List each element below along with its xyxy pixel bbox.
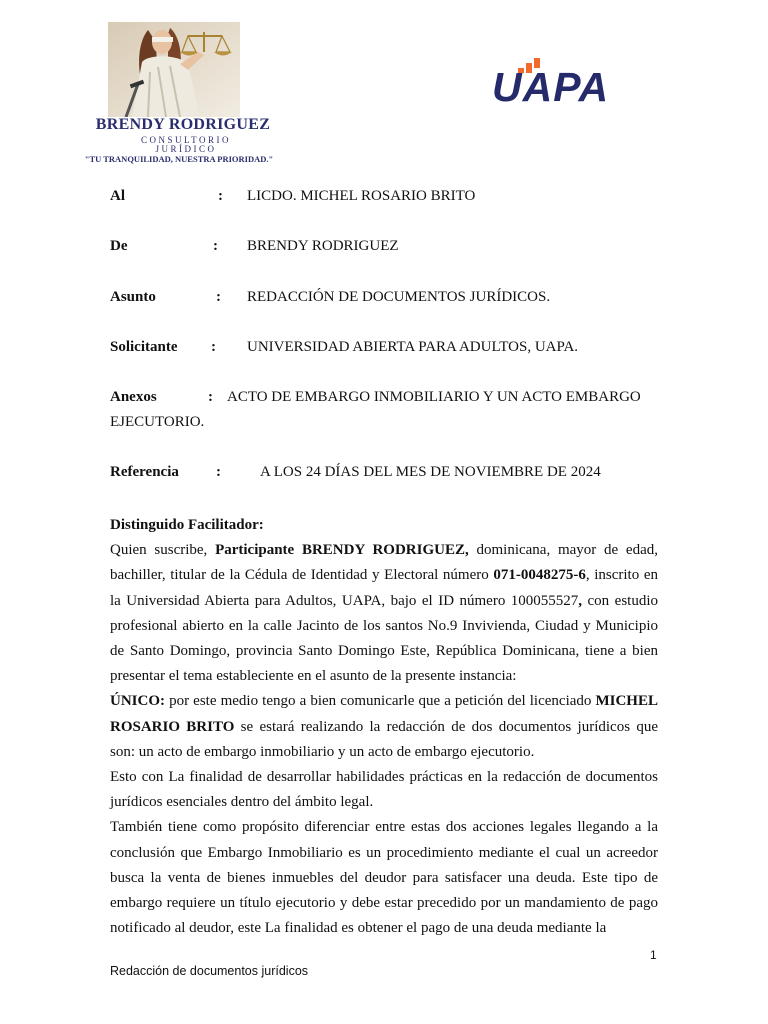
- letter-body: [110, 513, 658, 941]
- paragraph-intro: Quien suscribe, Participante BRENDY RODRIGUEZ, dominicana, mayor de edad, bachiller, titular de la Cédula de Identidad y Electoral número 071-0048275-6, inscrito en la Universidad Abierta para Adultos, UAPA, bajo el ID número 100055527, con estudio profesional abierto en la calle Jacinto de los santos No.9 Invivienda, Ciudad y Municipio de Santo Domingo, provincia Santo Domingo Este, República Dominicana, tiene a bien presentar el tema estableciente en el asunto de la presente instancia:: [110, 542, 658, 685]
- memo-annexes-label: Anexos: [110, 389, 157, 405]
- uapa-logo: [492, 58, 666, 110]
- lady-justice-image: [108, 22, 240, 117]
- memo-to-colon: :: [218, 188, 223, 204]
- footer-text: Redacción de documentos jurídicos: [110, 964, 309, 978]
- paragraph-unico: ÚNICO: por este medio tengo a bien comunicarle que a petición del licenciado MICHEL ROSARIO BRITO se estará realizando la redacción de dos documentos jurídicos que son: un acto de embargo inmobiliario y un acto de embargo ejecutorio.: [110, 693, 658, 760]
- memo-annexes-colon: :: [208, 389, 213, 405]
- memo-from-colon: :: [213, 238, 218, 254]
- memo-subject-value: REDACCIÓN DE DOCUMENTOS JURÍDICOS.: [247, 289, 551, 305]
- firm-logo: [64, 22, 294, 167]
- page-number: 1: [650, 948, 657, 962]
- memo-requester-colon: :: [211, 339, 216, 355]
- firm-name: BRENDY RODRIGUEZ: [95, 116, 271, 133]
- uapa-logo-text: UAPA: [492, 64, 610, 110]
- memo-requester-label: Solicitante: [110, 339, 178, 355]
- firm-motto: "TU TRANQUILIDAD, NUESTRA PRIORIDAD.": [84, 154, 274, 164]
- paragraph-purpose: Esto con La finalidad de desarrollar habilidades prácticas en la redacción de documentos jurídicos esenciales dentro del ámbito legal.: [110, 769, 658, 811]
- memo-requester-value: UNIVERSIDAD ABIERTA PARA ADULTOS, UAPA.: [247, 339, 579, 355]
- memo-from-value: BRENDY RODRIGUEZ: [247, 238, 399, 254]
- id-number: 071-0048275-6: [493, 567, 586, 584]
- memo-to-label: Al: [110, 188, 125, 204]
- memo-reference-colon: :: [216, 464, 221, 480]
- memo-reference-label: Referencia: [110, 464, 179, 480]
- memo-subject-label: Asunto: [110, 289, 156, 305]
- memo-annexes-value-cont: EJECUTORIO.: [110, 414, 205, 430]
- memo-reference-value: A LOS 24 DÍAS DEL MES DE NOVIEMBRE DE 2024: [260, 464, 601, 480]
- memo-from-label: De: [110, 238, 128, 254]
- salutation: Distinguido Facilitador:: [110, 517, 264, 533]
- memo-to-value: LICDO. MICHEL ROSARIO BRITO: [247, 188, 476, 204]
- memo-subject-colon: :: [216, 289, 221, 305]
- paragraph-distinction: También tiene como propósito diferenciar entre estas dos acciones legales llegando a la conclusión que Embargo Inmobiliario es un procedimiento mediante el cual un acreedor busca la venta de bienes inmuebles del deudor para satisfacer una deuda. Este tipo de embargo requiere un título ejecutorio y debe estar precedido por un mandamiento de pago notificado al deudor, este La finalidad es obtener el pago de una deuda mediante la: [110, 819, 658, 937]
- memo-annexes-value: ACTO DE EMBARGO INMOBILIARIO Y UN ACTO EMBARGO: [227, 389, 641, 405]
- firm-subtitle: CONSULTORIO JURÍDICO: [140, 135, 231, 154]
